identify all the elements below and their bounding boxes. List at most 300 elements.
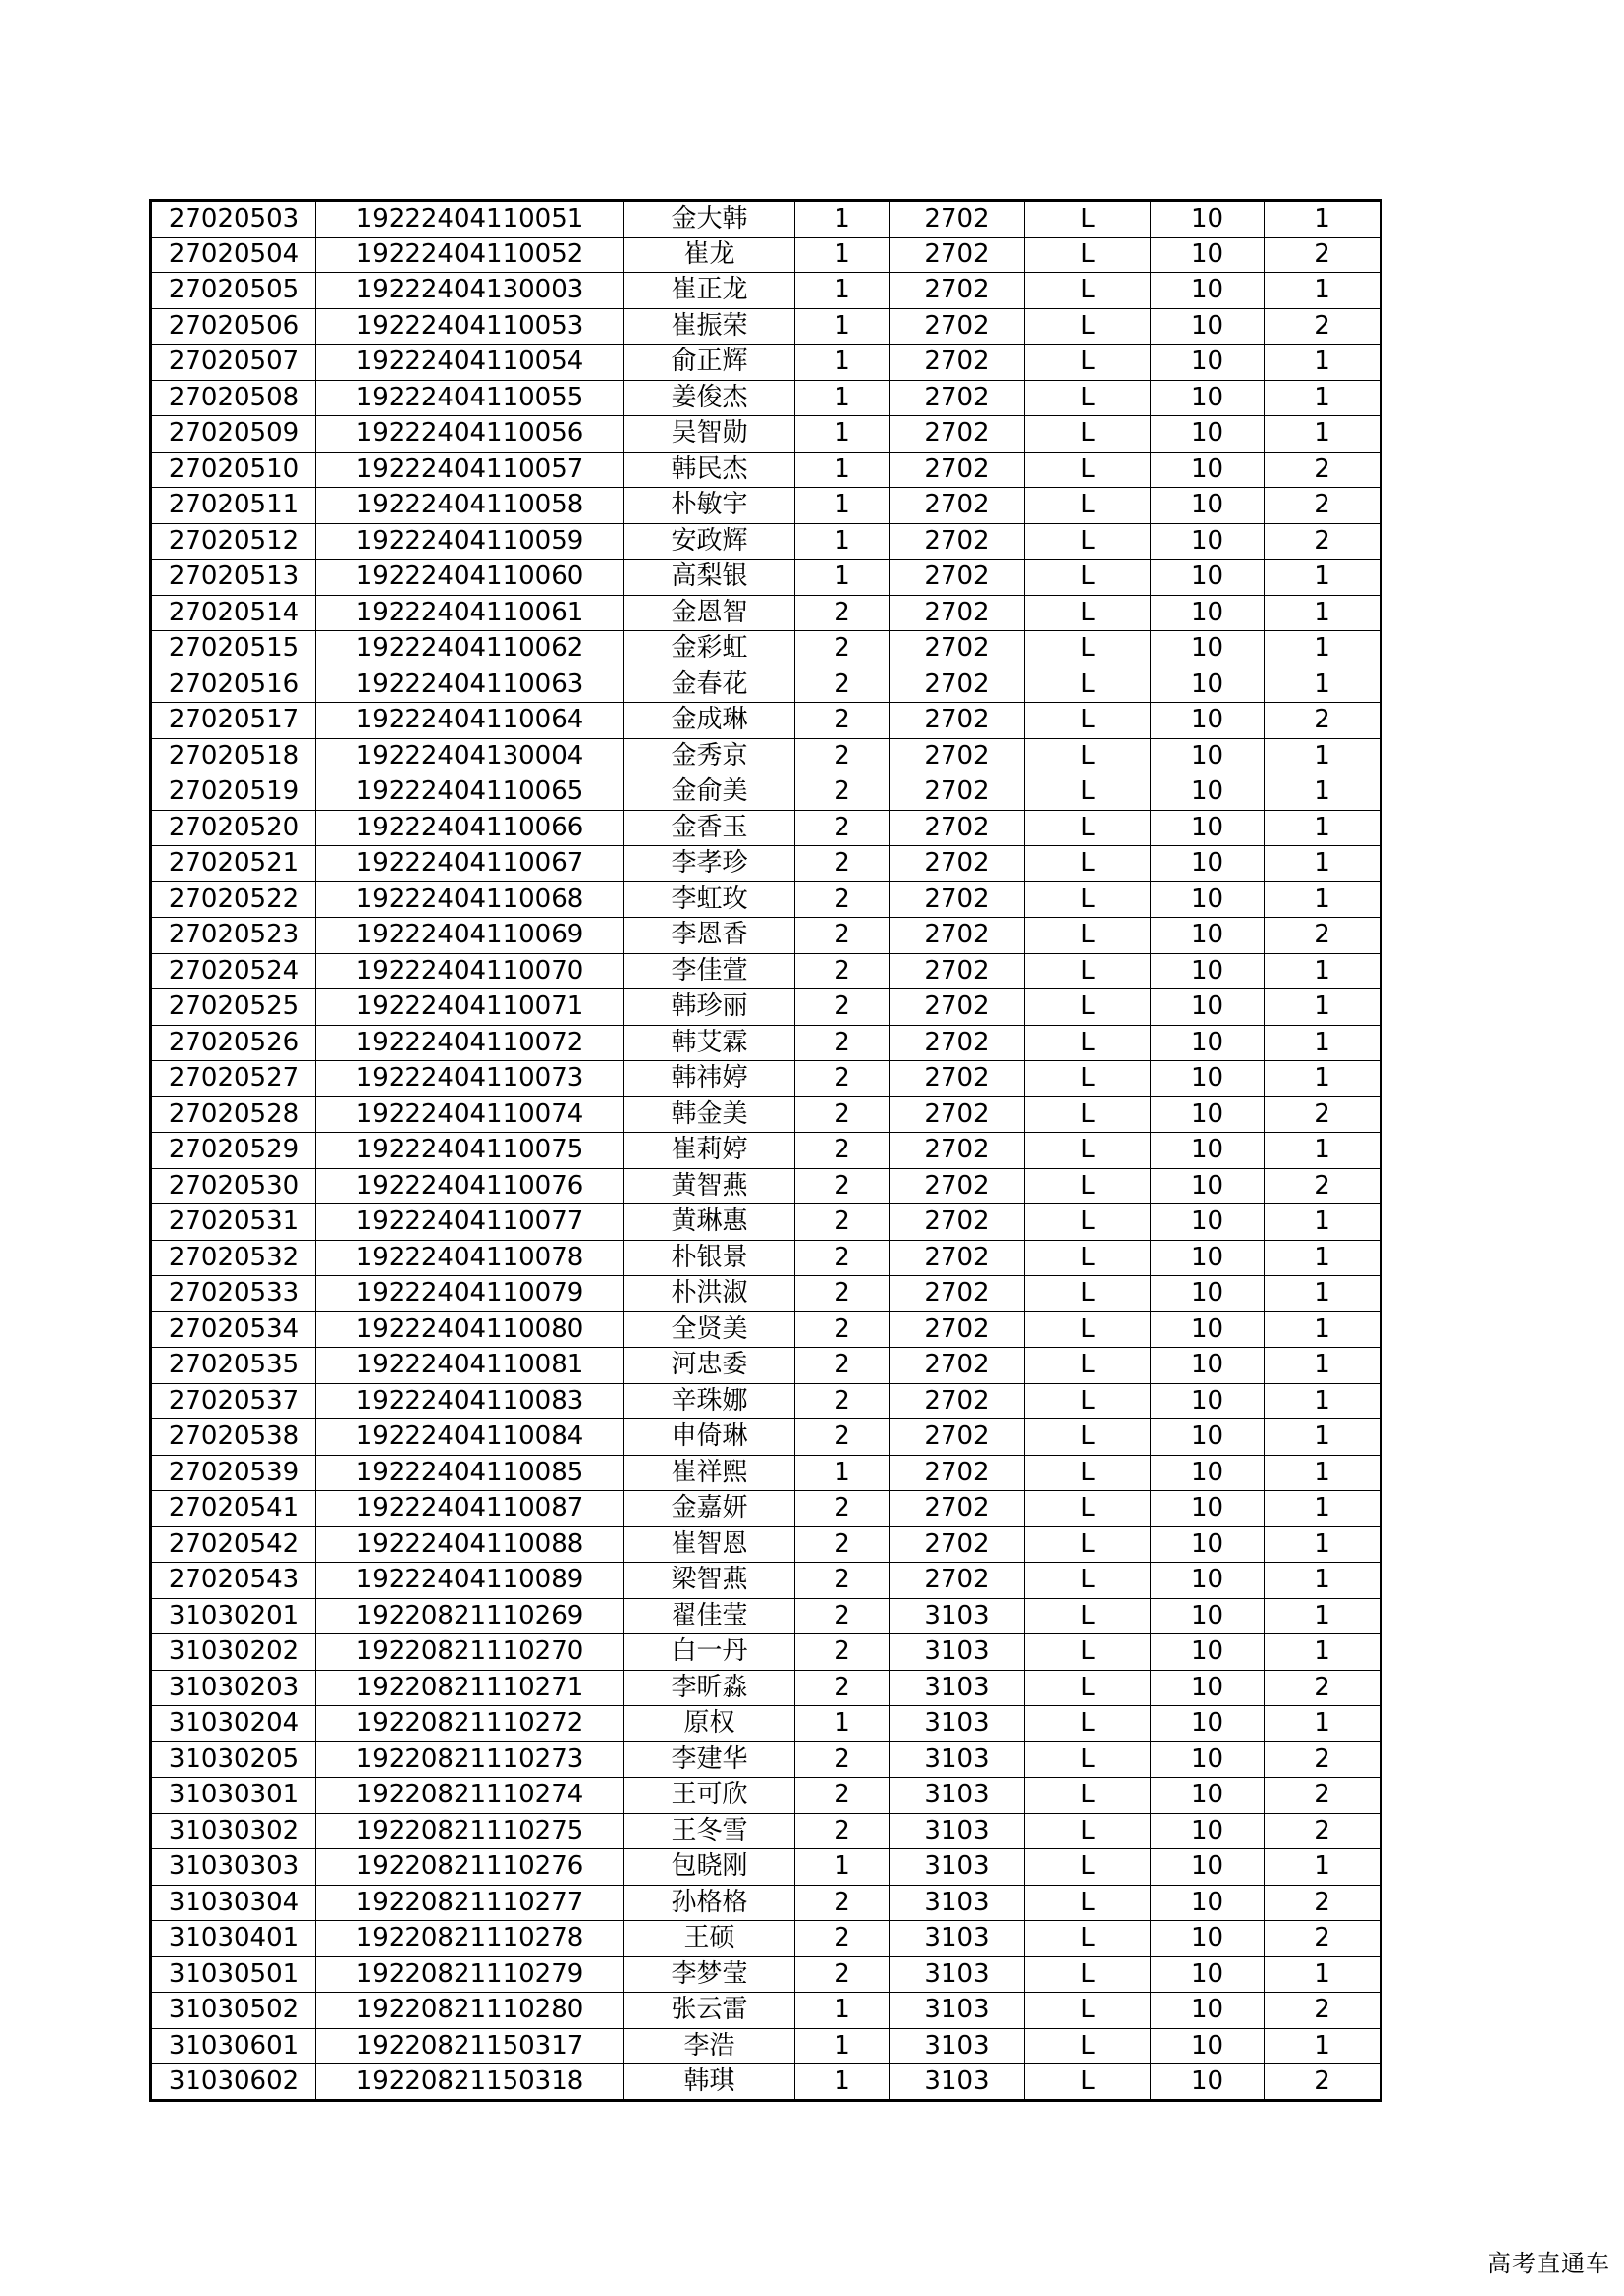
table-row [151, 1598, 1381, 1634]
grade-cell: 10 [1151, 1741, 1265, 1778]
exam-number-cell: 27020542 [151, 1526, 316, 1563]
name-cell: 王冬雪 [624, 1813, 795, 1849]
school-code-cell: 3103 [890, 1778, 1025, 1814]
school-code-cell: 2702 [890, 1096, 1025, 1133]
level-cell: L [1025, 1348, 1151, 1384]
student-id-cell: 19222404110064 [316, 703, 624, 739]
level-cell: L [1025, 1598, 1151, 1634]
school-code-cell: 2702 [890, 1276, 1025, 1312]
grade-cell: 10 [1151, 488, 1265, 524]
gender-code-cell: 2 [795, 1741, 890, 1778]
name-cell: 姜俊杰 [624, 380, 795, 416]
gender-code-cell: 2 [795, 1348, 890, 1384]
student-id-cell: 19222404110060 [316, 560, 624, 596]
school-code-cell: 3103 [890, 1670, 1025, 1706]
name-cell: 翟佳莹 [624, 1598, 795, 1634]
grade-cell: 10 [1151, 1849, 1265, 1886]
school-code-cell: 3103 [890, 1921, 1025, 1957]
school-code-cell: 2702 [890, 774, 1025, 811]
grade-cell: 10 [1151, 2064, 1265, 2101]
grade-cell: 10 [1151, 1240, 1265, 1276]
table-row [151, 1096, 1381, 1133]
school-code-cell: 2702 [890, 846, 1025, 882]
type-code-cell: 1 [1265, 201, 1381, 238]
exam-number-cell: 27020507 [151, 345, 316, 381]
level-cell: L [1025, 201, 1151, 238]
type-code-cell: 2 [1265, 703, 1381, 739]
school-code-cell: 3103 [890, 1598, 1025, 1634]
gender-code-cell: 2 [795, 631, 890, 667]
level-cell: L [1025, 416, 1151, 453]
grade-cell: 10 [1151, 1885, 1265, 1921]
gender-code-cell: 2 [795, 703, 890, 739]
level-cell: L [1025, 345, 1151, 381]
gender-code-cell: 1 [795, 1455, 890, 1491]
grade-cell: 10 [1151, 1025, 1265, 1061]
gender-code-cell: 2 [795, 918, 890, 954]
grade-cell: 10 [1151, 1706, 1265, 1742]
exam-number-cell: 27020522 [151, 881, 316, 918]
exam-number-cell: 27020529 [151, 1133, 316, 1169]
exam-number-cell: 27020537 [151, 1383, 316, 1419]
exam-number-cell: 27020528 [151, 1096, 316, 1133]
type-code-cell: 2 [1265, 1778, 1381, 1814]
type-code-cell: 1 [1265, 1563, 1381, 1599]
gender-code-cell: 2 [795, 667, 890, 703]
name-cell: 金嘉妍 [624, 1491, 795, 1527]
level-cell: L [1025, 1741, 1151, 1778]
level-cell: L [1025, 1061, 1151, 1097]
name-cell: 李建华 [624, 1741, 795, 1778]
level-cell: L [1025, 1096, 1151, 1133]
exam-number-cell: 31030203 [151, 1670, 316, 1706]
type-code-cell: 1 [1265, 595, 1381, 631]
name-cell: 韩民杰 [624, 452, 795, 488]
student-id-cell: 19222404110055 [316, 380, 624, 416]
gender-code-cell: 1 [795, 201, 890, 238]
exam-number-cell: 27020519 [151, 774, 316, 811]
level-cell: L [1025, 881, 1151, 918]
level-cell: L [1025, 380, 1151, 416]
table-row [151, 810, 1381, 846]
name-cell: 李梦莹 [624, 1956, 795, 1993]
gender-code-cell: 2 [795, 1383, 890, 1419]
exam-number-cell: 27020539 [151, 1455, 316, 1491]
type-code-cell: 1 [1265, 380, 1381, 416]
table-row [151, 2064, 1381, 2101]
student-id-cell: 19222404110085 [316, 1455, 624, 1491]
type-code-cell: 2 [1265, 237, 1381, 273]
table-row [151, 1670, 1381, 1706]
gender-code-cell: 2 [795, 1526, 890, 1563]
name-cell: 包晓刚 [624, 1849, 795, 1886]
gender-code-cell: 2 [795, 953, 890, 989]
level-cell: L [1025, 1455, 1151, 1491]
type-code-cell: 2 [1265, 308, 1381, 345]
exam-number-cell: 27020512 [151, 523, 316, 560]
level-cell: L [1025, 237, 1151, 273]
exam-number-cell: 27020534 [151, 1311, 316, 1348]
table-body [151, 201, 1381, 2101]
type-code-cell: 1 [1265, 1526, 1381, 1563]
name-cell: 金成琳 [624, 703, 795, 739]
level-cell: L [1025, 1526, 1151, 1563]
table-row [151, 201, 1381, 238]
exam-number-cell: 27020520 [151, 810, 316, 846]
exam-number-cell: 27020525 [151, 989, 316, 1026]
gender-code-cell: 2 [795, 989, 890, 1026]
exam-number-cell: 31030602 [151, 2064, 316, 2101]
exam-number-cell: 27020506 [151, 308, 316, 345]
gender-code-cell: 2 [795, 1419, 890, 1456]
type-code-cell: 1 [1265, 846, 1381, 882]
grade-cell: 10 [1151, 810, 1265, 846]
gender-code-cell: 1 [795, 1849, 890, 1886]
grade-cell: 10 [1151, 1455, 1265, 1491]
table-row [151, 738, 1381, 774]
level-cell: L [1025, 1276, 1151, 1312]
type-code-cell: 1 [1265, 1634, 1381, 1671]
type-code-cell: 1 [1265, 1706, 1381, 1742]
student-id-cell: 19220821110275 [316, 1813, 624, 1849]
exam-number-cell: 27020514 [151, 595, 316, 631]
school-code-cell: 3103 [890, 1813, 1025, 1849]
type-code-cell: 1 [1265, 416, 1381, 453]
student-id-cell: 19222404110077 [316, 1204, 624, 1241]
grade-cell: 10 [1151, 1061, 1265, 1097]
student-id-cell: 19222404110080 [316, 1311, 624, 1348]
grade-cell: 10 [1151, 1526, 1265, 1563]
table-row [151, 1240, 1381, 1276]
type-code-cell: 1 [1265, 810, 1381, 846]
gender-code-cell: 2 [795, 1096, 890, 1133]
school-code-cell: 2702 [890, 595, 1025, 631]
gender-code-cell: 2 [795, 1168, 890, 1204]
student-id-cell: 19220821110280 [316, 1993, 624, 2029]
gender-code-cell: 2 [795, 1885, 890, 1921]
type-code-cell: 2 [1265, 1096, 1381, 1133]
table-row [151, 1455, 1381, 1491]
student-id-cell: 19222404130003 [316, 273, 624, 309]
school-code-cell: 2702 [890, 452, 1025, 488]
type-code-cell: 2 [1265, 523, 1381, 560]
grade-cell: 10 [1151, 560, 1265, 596]
name-cell: 黄智燕 [624, 1168, 795, 1204]
level-cell: L [1025, 1491, 1151, 1527]
student-id-cell: 19222404110059 [316, 523, 624, 560]
table-row [151, 918, 1381, 954]
type-code-cell: 1 [1265, 953, 1381, 989]
grade-cell: 10 [1151, 846, 1265, 882]
student-id-cell: 19222404110068 [316, 881, 624, 918]
name-cell: 李恩香 [624, 918, 795, 954]
level-cell: L [1025, 774, 1151, 811]
name-cell: 崔振荣 [624, 308, 795, 345]
type-code-cell: 1 [1265, 667, 1381, 703]
name-cell: 金春花 [624, 667, 795, 703]
type-code-cell: 2 [1265, 1993, 1381, 2029]
exam-number-cell: 31030302 [151, 1813, 316, 1849]
gender-code-cell: 2 [795, 1204, 890, 1241]
type-code-cell: 1 [1265, 1348, 1381, 1384]
name-cell: 河忠委 [624, 1348, 795, 1384]
gender-code-cell: 1 [795, 488, 890, 524]
exam-number-cell: 31030401 [151, 1921, 316, 1957]
exam-number-cell: 27020526 [151, 1025, 316, 1061]
level-cell: L [1025, 1885, 1151, 1921]
type-code-cell: 2 [1265, 452, 1381, 488]
school-code-cell: 2702 [890, 1491, 1025, 1527]
name-cell: 韩祎婷 [624, 1061, 795, 1097]
exam-number-cell: 31030205 [151, 1741, 316, 1778]
exam-number-cell: 27020532 [151, 1240, 316, 1276]
gender-code-cell: 2 [795, 881, 890, 918]
gender-code-cell: 1 [795, 416, 890, 453]
student-id-cell: 19222404110051 [316, 201, 624, 238]
grade-cell: 10 [1151, 1956, 1265, 1993]
exam-number-cell: 27020511 [151, 488, 316, 524]
exam-number-cell: 31030601 [151, 2028, 316, 2064]
name-cell: 梁智燕 [624, 1563, 795, 1599]
name-cell: 王硕 [624, 1921, 795, 1957]
level-cell: L [1025, 703, 1151, 739]
school-code-cell: 2702 [890, 273, 1025, 309]
school-code-cell: 2702 [890, 918, 1025, 954]
type-code-cell: 1 [1265, 1204, 1381, 1241]
student-id-cell: 19222404110072 [316, 1025, 624, 1061]
school-code-cell: 3103 [890, 1741, 1025, 1778]
exam-number-cell: 27020535 [151, 1348, 316, 1384]
grade-cell: 10 [1151, 703, 1265, 739]
name-cell: 原权 [624, 1706, 795, 1742]
student-id-cell: 19220821150318 [316, 2064, 624, 2101]
school-code-cell: 2702 [890, 237, 1025, 273]
school-code-cell: 3103 [890, 1849, 1025, 1886]
type-code-cell: 1 [1265, 1061, 1381, 1097]
type-code-cell: 1 [1265, 774, 1381, 811]
level-cell: L [1025, 523, 1151, 560]
table-row [151, 1956, 1381, 1993]
table-row [151, 1061, 1381, 1097]
type-code-cell: 1 [1265, 1849, 1381, 1886]
table-row [151, 1383, 1381, 1419]
student-id-cell: 19222404110088 [316, 1526, 624, 1563]
student-roster-table [149, 199, 1382, 2102]
table-row [151, 237, 1381, 273]
exam-number-cell: 31030301 [151, 1778, 316, 1814]
grade-cell: 10 [1151, 273, 1265, 309]
type-code-cell: 2 [1265, 1741, 1381, 1778]
table-row [151, 1993, 1381, 2029]
grade-cell: 10 [1151, 774, 1265, 811]
student-id-cell: 19222404110065 [316, 774, 624, 811]
school-code-cell: 2702 [890, 1168, 1025, 1204]
student-id-cell: 19222404110053 [316, 308, 624, 345]
table-row [151, 1921, 1381, 1957]
student-id-cell: 19220821110279 [316, 1956, 624, 1993]
table-row [151, 273, 1381, 309]
grade-cell: 10 [1151, 1778, 1265, 1814]
type-code-cell: 1 [1265, 1383, 1381, 1419]
exam-number-cell: 31030201 [151, 1598, 316, 1634]
gender-code-cell: 2 [795, 1956, 890, 1993]
table-row [151, 631, 1381, 667]
student-id-cell: 19220821110278 [316, 1921, 624, 1957]
name-cell: 崔智恩 [624, 1526, 795, 1563]
school-code-cell: 3103 [890, 1885, 1025, 1921]
name-cell: 高梨银 [624, 560, 795, 596]
level-cell: L [1025, 1419, 1151, 1456]
student-id-cell: 19222404110089 [316, 1563, 624, 1599]
gender-code-cell: 2 [795, 1276, 890, 1312]
table-row [151, 345, 1381, 381]
gender-code-cell: 1 [795, 380, 890, 416]
table-row [151, 1563, 1381, 1599]
name-cell: 崔莉婷 [624, 1133, 795, 1169]
gender-code-cell: 1 [795, 2028, 890, 2064]
gender-code-cell: 1 [795, 452, 890, 488]
name-cell: 李佳萱 [624, 953, 795, 989]
type-code-cell: 2 [1265, 2064, 1381, 2101]
student-id-cell: 19222404110054 [316, 345, 624, 381]
grade-cell: 10 [1151, 667, 1265, 703]
grade-cell: 10 [1151, 881, 1265, 918]
table-row [151, 703, 1381, 739]
level-cell: L [1025, 308, 1151, 345]
gender-code-cell: 2 [795, 1491, 890, 1527]
gender-code-cell: 2 [795, 1670, 890, 1706]
school-code-cell: 3103 [890, 2028, 1025, 2064]
table-row [151, 774, 1381, 811]
name-cell: 崔龙 [624, 237, 795, 273]
gender-code-cell: 2 [795, 595, 890, 631]
gender-code-cell: 2 [795, 1025, 890, 1061]
type-code-cell: 1 [1265, 1276, 1381, 1312]
type-code-cell: 1 [1265, 989, 1381, 1026]
gender-code-cell: 2 [795, 1921, 890, 1957]
type-code-cell: 2 [1265, 1813, 1381, 1849]
grade-cell: 10 [1151, 2028, 1265, 2064]
exam-number-cell: 31030202 [151, 1634, 316, 1671]
type-code-cell: 1 [1265, 2028, 1381, 2064]
name-cell: 韩珍丽 [624, 989, 795, 1026]
table-row [151, 1168, 1381, 1204]
grade-cell: 10 [1151, 1491, 1265, 1527]
school-code-cell: 2702 [890, 703, 1025, 739]
grade-cell: 10 [1151, 237, 1265, 273]
school-code-cell: 3103 [890, 2064, 1025, 2101]
name-cell: 白一丹 [624, 1634, 795, 1671]
exam-number-cell: 31030204 [151, 1706, 316, 1742]
table-row [151, 1526, 1381, 1563]
gender-code-cell: 1 [795, 523, 890, 560]
grade-cell: 10 [1151, 416, 1265, 453]
level-cell: L [1025, 1813, 1151, 1849]
student-id-cell: 19222404110062 [316, 631, 624, 667]
level-cell: L [1025, 560, 1151, 596]
type-code-cell: 2 [1265, 1885, 1381, 1921]
level-cell: L [1025, 1778, 1151, 1814]
name-cell: 俞正辉 [624, 345, 795, 381]
gender-code-cell: 1 [795, 1993, 890, 2029]
level-cell: L [1025, 1025, 1151, 1061]
gender-code-cell: 2 [795, 774, 890, 811]
table-row [151, 1311, 1381, 1348]
type-code-cell: 1 [1265, 1311, 1381, 1348]
type-code-cell: 1 [1265, 1419, 1381, 1456]
gender-code-cell: 1 [795, 237, 890, 273]
table-row [151, 560, 1381, 596]
exam-number-cell: 27020521 [151, 846, 316, 882]
name-cell: 李孝珍 [624, 846, 795, 882]
exam-number-cell: 31030501 [151, 1956, 316, 1993]
table-row [151, 1849, 1381, 1886]
exam-number-cell: 27020533 [151, 1276, 316, 1312]
student-id-cell: 19222404110069 [316, 918, 624, 954]
gender-code-cell: 1 [795, 2064, 890, 2101]
name-cell: 韩艾霖 [624, 1025, 795, 1061]
school-code-cell: 2702 [890, 810, 1025, 846]
gender-code-cell: 1 [795, 345, 890, 381]
school-code-cell: 2702 [890, 631, 1025, 667]
table-row [151, 488, 1381, 524]
school-code-cell: 2702 [890, 1383, 1025, 1419]
level-cell: L [1025, 1956, 1151, 1993]
name-cell: 李虹玫 [624, 881, 795, 918]
school-code-cell: 2702 [890, 1419, 1025, 1456]
grade-cell: 10 [1151, 1096, 1265, 1133]
gender-code-cell: 2 [795, 846, 890, 882]
school-code-cell: 2702 [890, 1455, 1025, 1491]
gender-code-cell: 1 [795, 273, 890, 309]
watermark-text: 高考直通车 [1488, 2250, 1610, 2277]
level-cell: L [1025, 846, 1151, 882]
level-cell: L [1025, 1670, 1151, 1706]
exam-number-cell: 27020503 [151, 201, 316, 238]
name-cell: 韩琪 [624, 2064, 795, 2101]
type-code-cell: 1 [1265, 631, 1381, 667]
table-row [151, 1491, 1381, 1527]
table-row [151, 595, 1381, 631]
name-cell: 金彩虹 [624, 631, 795, 667]
table-row [151, 1348, 1381, 1384]
type-code-cell: 1 [1265, 738, 1381, 774]
student-id-cell: 19220821110274 [316, 1778, 624, 1814]
student-id-cell: 19220821150317 [316, 2028, 624, 2064]
grade-cell: 10 [1151, 1348, 1265, 1384]
school-code-cell: 2702 [890, 1348, 1025, 1384]
table-row [151, 1133, 1381, 1169]
student-id-cell: 19222404110078 [316, 1240, 624, 1276]
exam-number-cell: 27020515 [151, 631, 316, 667]
gender-code-cell: 2 [795, 1061, 890, 1097]
student-id-cell: 19220821110269 [316, 1598, 624, 1634]
grade-cell: 10 [1151, 1133, 1265, 1169]
grade-cell: 10 [1151, 1563, 1265, 1599]
gender-code-cell: 2 [795, 1778, 890, 1814]
grade-cell: 10 [1151, 953, 1265, 989]
student-id-cell: 19222404110058 [316, 488, 624, 524]
grade-cell: 10 [1151, 1419, 1265, 1456]
school-code-cell: 2702 [890, 953, 1025, 989]
exam-number-cell: 31030303 [151, 1849, 316, 1886]
level-cell: L [1025, 452, 1151, 488]
level-cell: L [1025, 2028, 1151, 2064]
exam-number-cell: 27020518 [151, 738, 316, 774]
name-cell: 金恩智 [624, 595, 795, 631]
level-cell: L [1025, 1706, 1151, 1742]
exam-number-cell: 31030502 [151, 1993, 316, 2029]
